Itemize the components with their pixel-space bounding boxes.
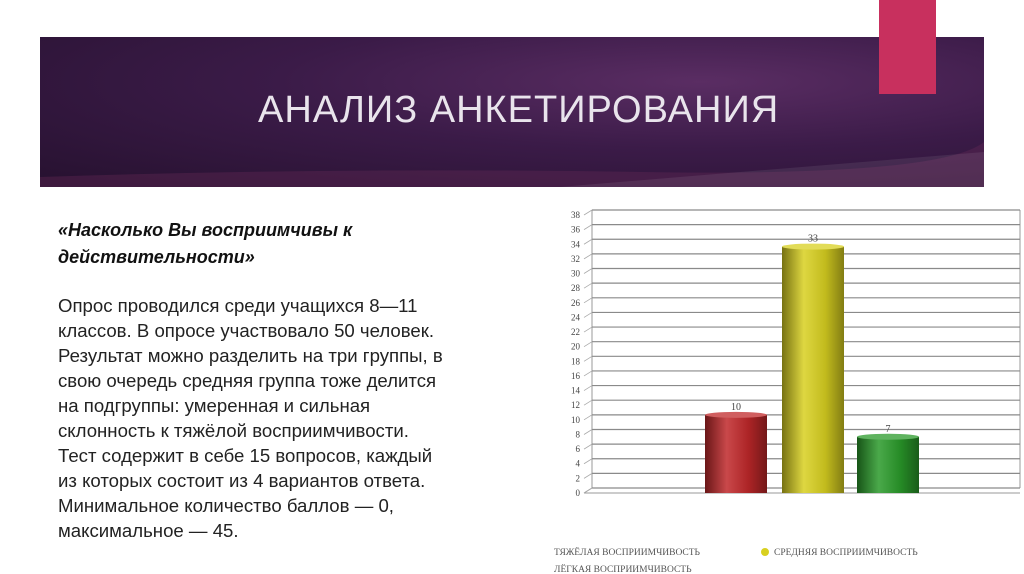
- description-line: свою очередь средняя группа тоже делится: [58, 370, 437, 391]
- description-line: Результат можно разделить на три группы, в: [58, 345, 443, 366]
- description-line: склонность к тяжёлой восприимчивости.: [58, 420, 409, 441]
- gridline-depth: [584, 269, 592, 274]
- y-tick-label: 8: [575, 429, 580, 440]
- gridline-depth: [584, 371, 592, 376]
- gridline-depth: [584, 400, 592, 405]
- y-tick-label: 28: [571, 283, 580, 294]
- bar-chart: [550, 203, 1024, 574]
- y-tick-label: 4: [575, 458, 580, 469]
- legend-label: СРЕДНЯЯ ВОСПРИИМЧИВОСТЬ: [774, 548, 918, 558]
- bar: [705, 415, 767, 493]
- legend-label: ЛЁГКАЯ ВОСПРИИМЧИВОСТЬ: [554, 565, 692, 574]
- y-tick-label: 38: [571, 210, 580, 220]
- survey-description: [58, 293, 538, 543]
- gridline-depth: [584, 415, 592, 420]
- y-tick-label: 2: [575, 473, 580, 484]
- bar: [782, 247, 844, 493]
- gridline-depth: [584, 356, 592, 361]
- y-tick-label: 6: [575, 444, 580, 455]
- question-line: действительности»: [58, 247, 255, 267]
- y-tick-label: 12: [571, 400, 580, 411]
- gridline-depth: [584, 473, 592, 478]
- gridline-depth: [584, 298, 592, 303]
- y-tick-label: 22: [571, 327, 580, 338]
- y-tick-label: 18: [571, 356, 580, 367]
- gridline-depth: [584, 429, 592, 434]
- description-line: из которых состоит из 4 вариантов ответа.: [58, 470, 426, 491]
- gridline-depth: [584, 225, 592, 230]
- data-label: 7: [885, 423, 891, 435]
- accent-bar: [879, 0, 936, 94]
- y-tick-label: 0: [575, 488, 580, 498]
- y-tick-label: 36: [571, 224, 580, 235]
- y-tick-label: 20: [571, 341, 580, 352]
- gridline-depth: [584, 327, 592, 332]
- bar: [857, 437, 919, 493]
- gridline-depth: [584, 342, 592, 347]
- gridline-depth: [584, 283, 592, 288]
- survey-question: [58, 217, 458, 271]
- description-line: максимальное — 45.: [58, 520, 239, 541]
- slide-title: АНАЛИЗ АНКЕТИРОВАНИЯ: [258, 89, 780, 131]
- data-label: 33: [808, 233, 818, 245]
- y-tick-label: 14: [571, 385, 580, 396]
- question-line: «Насколько Вы восприимчивы к: [58, 220, 353, 240]
- gridline-depth: [584, 444, 592, 449]
- legend-label: ТЯЖЁЛАЯ ВОСПРИИМЧИВОСТЬ: [554, 548, 701, 558]
- y-tick-label: 16: [571, 370, 580, 381]
- gridline-depth: [584, 312, 592, 317]
- gridline-depth: [584, 488, 592, 493]
- data-label: 10: [731, 401, 741, 413]
- description-line: классов. В опросе участвовало 50 человек.: [58, 320, 435, 341]
- y-tick-label: 34: [571, 239, 580, 250]
- gridline-depth: [584, 239, 592, 244]
- y-axis-line: [584, 210, 592, 493]
- y-tick-label: 30: [571, 268, 580, 279]
- gridline-depth: [584, 254, 592, 259]
- description-line: Опрос проводился среди учащихся 8—11: [58, 295, 418, 316]
- gridline-depth: [584, 210, 592, 215]
- gridline-depth: [584, 386, 592, 391]
- y-tick-label: 32: [571, 253, 580, 264]
- legend-marker: [761, 548, 769, 556]
- y-tick-label: 24: [571, 312, 580, 323]
- gridline-depth: [584, 459, 592, 464]
- y-tick-label: 26: [571, 297, 580, 308]
- description-line: Минимальное количество баллов — 0,: [58, 495, 394, 516]
- y-tick-label: 10: [571, 414, 580, 425]
- description-line: Тест содержит в себе 15 вопросов, каждый: [58, 445, 433, 466]
- banner-wave-decoration: [40, 127, 984, 187]
- description-line: на подгруппы: умеренная и сильная: [58, 395, 371, 416]
